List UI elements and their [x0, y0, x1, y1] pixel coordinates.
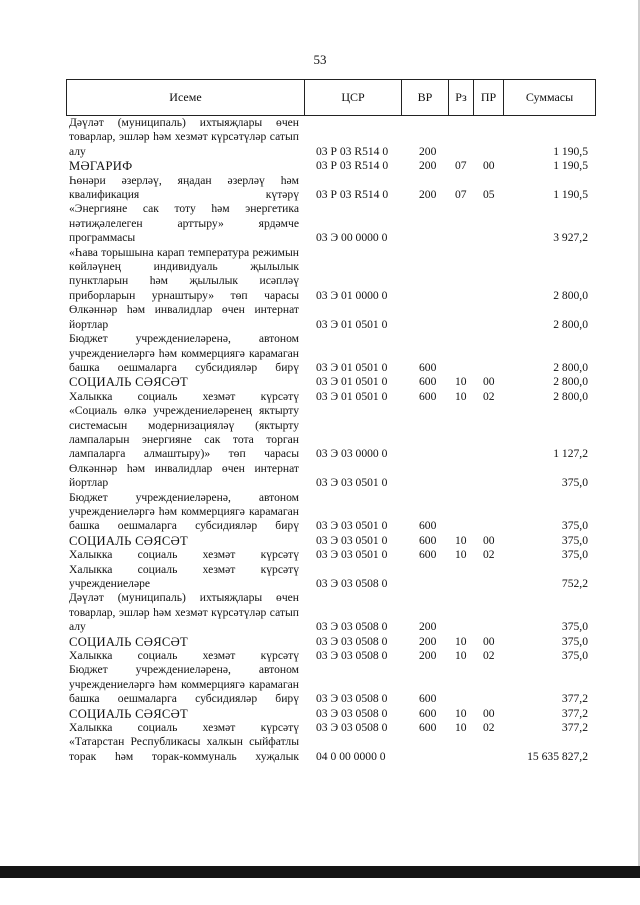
row-name: МӘГАРИФ [69, 159, 133, 174]
row-rz: 10 [455, 389, 467, 403]
table-row [0, 375, 640, 389]
row-pr: 02 [483, 389, 495, 403]
row-sum: 375,0 [561, 548, 588, 562]
table-row [0, 202, 640, 245]
row-pr: 00 [483, 159, 495, 173]
row-vr: 600 [419, 706, 437, 720]
row-rz: 10 [455, 649, 467, 663]
row-name: «Һава торышына карап температура режимын көйләүнең индивидуаль җылылык пунктларын һәм җылылык исәпләү приборларын урнаштыру» төп чарасы [69, 245, 299, 302]
row-sum: 1 190,5 [553, 144, 588, 158]
row-csr: 03 Э 01 0501 0 [316, 317, 388, 331]
row-csr: 03 Э 03 0508 0 [316, 577, 388, 590]
row-sum: 377,2 [561, 721, 588, 735]
row-vr: 600 [419, 389, 437, 403]
row-name: Һөнәри әзерләү, яңадан әзерләү һәм квалификация күтәрү [69, 173, 299, 202]
row-csr: 03 Э 01 0501 0 [316, 360, 388, 374]
row-vr: 600 [419, 375, 437, 389]
table-row [0, 246, 640, 304]
table-row [0, 491, 640, 534]
table-row [0, 303, 640, 332]
row-name: СОЦИАЛЬ СӘЯСӘТ [69, 533, 188, 548]
table-row [0, 563, 640, 592]
row-name: «Татарстан Республикасы халкын сыйфатлы торак һәм торак-коммуналь хуҗалык [69, 735, 299, 763]
row-sum: 375,0 [561, 476, 588, 490]
row-name: Өлкәннәр һәм инвалидлар өчен интернат йортлар [69, 303, 299, 331]
table-row [0, 404, 640, 462]
row-pr: 00 [483, 706, 495, 720]
row-pr: 00 [483, 634, 495, 648]
row-name: Халыкка социаль хезмәт күрсәтү [69, 721, 299, 735]
row-sum: 377,2 [561, 692, 588, 706]
row-pr: 02 [483, 548, 495, 562]
row-name: СОЦИАЛЬ СӘЯСӘТ [69, 375, 188, 390]
row-sum: 1 190,5 [553, 188, 588, 202]
row-sum: 377,2 [561, 706, 588, 720]
row-rz: 10 [455, 721, 467, 735]
row-name: Халыкка социаль хезмәт күрсәтү [69, 649, 299, 663]
row-name: Өлкәннәр һәм инвалидлар өчен интернат йортлар [69, 461, 299, 490]
row-rz: 10 [455, 634, 467, 648]
row-name: Бюджет учреждениеләренә, автоном учреждениеләргә һәм коммерциягә карамаган башка оешмаларга субсидияләр бирү [69, 490, 299, 533]
table-row [0, 591, 640, 634]
header-sum: Суммасы [525, 90, 574, 104]
table-row [0, 390, 640, 404]
row-sum: 2 800,0 [553, 375, 588, 389]
row-rz: 07 [455, 188, 467, 202]
row-csr: 03 Р 03 R514 0 [316, 144, 389, 158]
row-sum: 375,0 [561, 620, 588, 634]
row-sum: 375,0 [561, 634, 588, 648]
row-sum: 2 800,0 [553, 360, 588, 374]
row-vr: 200 [419, 188, 437, 202]
table-row [0, 548, 640, 562]
row-vr: 200 [419, 144, 437, 158]
table-row [0, 116, 640, 159]
row-rz: 07 [455, 159, 467, 173]
row-sum: 752,2 [561, 577, 588, 590]
row-sum: 1 190,5 [553, 159, 588, 173]
row-name: «Социаль өлкә учреждениеләренең яктырту системасын модернизацияләү (яктырту лампаларын энергияне сак тота торган лампаларга алмаштыру)» төп чарасы [69, 404, 299, 461]
row-sum: 15 635 827,2 [527, 749, 588, 763]
row-csr: 03 Р 03 R514 0 [316, 159, 389, 173]
page-number: 53 [313, 52, 327, 67]
table-row [0, 462, 640, 491]
row-csr: 03 Э 03 0501 0 [316, 533, 388, 547]
table-row [0, 721, 640, 735]
row-csr: 03 Э 03 0508 0 [316, 721, 388, 735]
row-name: «Энергияне сак тоту һәм энергетика нәтиҗәлелеген арттыру» ярдәмче программасы [69, 202, 299, 245]
row-pr: 00 [483, 533, 495, 547]
row-vr: 200 [419, 649, 437, 663]
table-row [0, 649, 640, 663]
row-csr: 03 Э 00 0000 0 [316, 231, 388, 245]
row-csr: 03 Э 03 0508 0 [316, 649, 388, 663]
row-csr: 03 Э 03 0508 0 [316, 634, 388, 648]
row-csr: 03 Э 03 0000 0 [316, 447, 388, 461]
scan-bottom-border [0, 866, 640, 878]
table-row [0, 159, 640, 173]
row-vr: 600 [419, 533, 437, 547]
table-row [0, 663, 640, 706]
row-name: СОЦИАЛЬ СӘЯСӘТ [69, 706, 188, 721]
budget-table-body [0, 116, 640, 764]
header-vr: ВР [402, 80, 449, 115]
table-row [0, 707, 640, 721]
header-name: Исеме [67, 80, 305, 115]
row-rz: 10 [455, 375, 467, 389]
table-row [0, 735, 640, 764]
row-name: Дәүләт (муниципаль) ихтыяҗлары өчен товарлар, эшләр һәм хезмәт күрсәтүләр сатып алу [69, 591, 299, 634]
row-vr: 600 [419, 721, 437, 735]
row-csr: 03 Э 01 0501 0 [316, 389, 388, 403]
row-name: Халыкка социаль хезмәт күрсәтү [69, 389, 299, 403]
row-sum: 3 927,2 [553, 231, 588, 245]
row-rz: 10 [455, 548, 467, 562]
row-csr: 03 Э 03 0508 0 [316, 692, 388, 706]
row-sum: 2 800,0 [553, 317, 588, 331]
row-name: Бюджет учреждениеләренә, автоном учреждениеләргә һәм коммерциягә карамаган башка оешмаларга субсидияләр бирү [69, 332, 299, 374]
row-sum: 375,0 [561, 533, 588, 547]
row-sum: 1 127,2 [553, 447, 588, 461]
row-csr: 03 Э 03 0501 0 [316, 548, 388, 562]
table-row [0, 534, 640, 548]
row-csr: 03 Р 03 R514 0 [316, 188, 389, 202]
header-rz: Рз [449, 80, 474, 115]
row-csr: 03 Э 03 0508 0 [316, 620, 388, 634]
row-csr: 03 Э 03 0501 0 [316, 476, 388, 490]
row-pr: 05 [483, 188, 495, 202]
table-row [0, 635, 640, 649]
row-pr: 00 [483, 375, 495, 389]
row-name: Халыкка социаль хезмәт күрсәтү [69, 548, 299, 562]
row-name: Бюджет учреждениеләренә, автоном учреждениеләргә һәм коммерциягә карамаган башка оешмаларга субсидияләр бирү [69, 663, 299, 706]
row-csr: 04 0 00 0000 0 [316, 749, 386, 763]
row-csr: 03 Э 03 0508 0 [316, 706, 388, 720]
header-pr: ПР [474, 80, 504, 115]
row-csr: 03 Э 01 0000 0 [316, 288, 388, 302]
row-vr: 600 [419, 519, 437, 533]
row-vr: 200 [419, 159, 437, 173]
row-name: Халыкка социаль хезмәт күрсәтү учреждениеләре [69, 562, 299, 590]
row-vr: 600 [419, 692, 437, 706]
row-sum: 375,0 [561, 519, 588, 533]
row-sum: 2 800,0 [553, 288, 588, 302]
row-vr: 200 [419, 634, 437, 648]
header-csr: ЦСР [305, 80, 402, 115]
row-vr: 600 [419, 360, 437, 374]
table-row [0, 332, 640, 375]
row-csr: 03 Э 01 0501 0 [316, 375, 388, 389]
row-pr: 02 [483, 649, 495, 663]
row-vr: 200 [419, 620, 437, 634]
table-row [0, 174, 640, 203]
row-rz: 10 [455, 533, 467, 547]
row-pr: 02 [483, 721, 495, 735]
row-csr: 03 Э 03 0501 0 [316, 519, 388, 533]
row-name: Дәүләт (муниципаль) ихтыяҗлары өчен товарлар, эшләр һәм хезмәт күрсәтүләр сатып алу [69, 116, 299, 158]
row-vr: 600 [419, 548, 437, 562]
row-rz: 10 [455, 706, 467, 720]
row-name: СОЦИАЛЬ СӘЯСӘТ [69, 634, 188, 649]
table-header [66, 79, 596, 116]
row-sum: 375,0 [561, 649, 588, 663]
row-sum: 2 800,0 [553, 389, 588, 403]
